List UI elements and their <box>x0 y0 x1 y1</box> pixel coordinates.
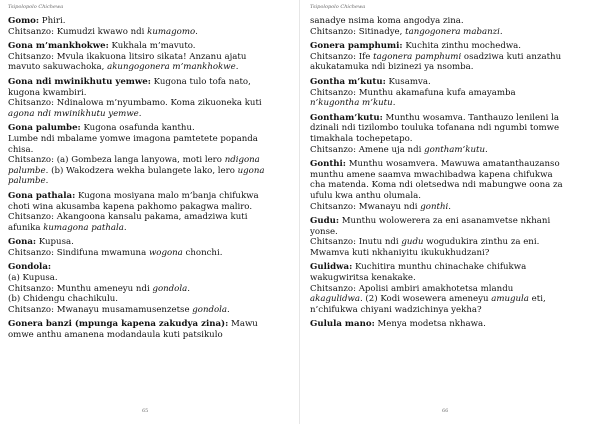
entry-text: Chitsanzo: Inutu ndi <box>310 237 402 248</box>
entry-line <box>8 248 292 259</box>
example-emphasis: tagonera pamphumi <box>373 51 462 62</box>
entry-headline <box>310 41 592 52</box>
entry-term: Gonera banzi (mpunga kapena zakudya zina): <box>8 319 229 330</box>
entry-text: omwe anthu amanena modandaula kuti patsikulo <box>8 330 223 341</box>
entry-line <box>310 227 592 238</box>
entry-line <box>310 284 592 295</box>
right-page <box>300 0 600 424</box>
entry-definition: Munthu wolowerera za eni asanamvetse nkhani <box>339 216 551 227</box>
entry-definition: Munthu wosamvera. Mawuwa amatanthauzanso <box>345 159 560 170</box>
entry-text: Chitsanzo: Ndinalowa m’nyumbamo. Koma zikuoneka kuti <box>8 98 262 109</box>
entry-text: (a) Kupusa. <box>8 273 58 284</box>
entry-line <box>310 170 592 181</box>
entry-line <box>8 166 292 177</box>
entry-text: mavuto sakuwachoka, <box>8 62 108 73</box>
entry-text: kugona kwambiri. <box>8 87 87 98</box>
entry-text: chonchi. <box>182 247 223 258</box>
entry-text: . (b) Wakodzera wekha bulangete lako, lero <box>45 165 238 176</box>
entry-text: Chitsanzo: Akangoona kansalu pakama, amadziwa kuti <box>8 212 248 223</box>
example-emphasis: akungogonera m’mankhokwe <box>107 62 236 73</box>
entry-line <box>8 176 292 187</box>
entry-text: wakugwiritsa kenakake. <box>310 273 416 284</box>
entry-text: Chitsanzo: Sindifuna mwamuna <box>8 247 149 258</box>
dictionary-entry <box>8 262 292 315</box>
example-emphasis: kumagomo <box>147 26 196 37</box>
dictionary-entry <box>310 41 592 73</box>
dictionary-entries <box>8 16 292 341</box>
entry-text: (b) Chidengu chachikulu. <box>8 294 119 305</box>
entry-line <box>310 202 592 213</box>
dictionary-entry <box>310 159 592 212</box>
entry-line <box>8 88 292 99</box>
entry-text: timakhala tochepetapo. <box>310 133 413 144</box>
dictionary-entry <box>310 262 592 315</box>
entry-text: . <box>235 62 239 73</box>
entry-headline <box>310 159 592 170</box>
example-emphasis: gonthi <box>420 201 449 212</box>
entry-line <box>8 284 292 295</box>
example-emphasis: gondola <box>192 304 228 315</box>
entry-text: . <box>195 26 198 37</box>
entry-headline <box>310 262 592 273</box>
entry-term: Gulidwa: <box>310 262 353 273</box>
entry-text: Chitsanzo: Munthu ameneyu ndi <box>8 283 153 294</box>
entry-line <box>8 134 292 145</box>
example-emphasis: agona ndi mwinikhutu yemwe. <box>8 108 142 119</box>
dictionary-entry <box>310 319 592 330</box>
entry-line <box>8 330 292 341</box>
entry-text: . <box>187 283 190 294</box>
entry-definition: Kukhala m’mavuto. <box>108 41 196 52</box>
example-emphasis: kumagona pathala <box>43 222 124 233</box>
entry-headline <box>8 319 292 330</box>
entry-line <box>8 212 292 223</box>
dictionary-entry <box>8 191 292 233</box>
entry-text: sanadye nsima koma angodya zina. <box>310 16 464 26</box>
entry-headline <box>8 262 292 273</box>
entry-text: Chitsanzo: Amene uja ndi <box>310 144 425 155</box>
entry-line <box>8 155 292 166</box>
entry-line <box>310 273 592 284</box>
entry-headline <box>8 123 292 134</box>
entry-line <box>310 294 592 305</box>
entry-line <box>310 191 592 202</box>
entry-line <box>310 180 592 191</box>
entry-text: n’chifukwa chiyani wadzichinya yekha? <box>310 304 482 315</box>
entry-line <box>310 305 592 316</box>
dictionary-entry <box>310 16 592 37</box>
dictionary-entry <box>8 16 292 37</box>
entry-text: Chitsanzo: Ife <box>310 51 374 62</box>
example-emphasis: palumbe <box>8 165 46 176</box>
entry-line <box>8 109 292 120</box>
entry-definition: Kuchitira munthu chinachake chifukwa <box>352 262 527 273</box>
entry-headline <box>8 237 292 248</box>
entry-definition: Kuchita zinthu mochedwa. <box>402 41 522 52</box>
example-emphasis: gontham’kutu <box>424 144 486 155</box>
entry-text: eti, <box>528 294 546 305</box>
entry-term: Gona ndi mwinikhutu yemwe: <box>8 76 151 87</box>
dictionary-entries <box>310 16 592 330</box>
dictionary-entry <box>8 77 292 119</box>
dictionary-entry <box>8 123 292 187</box>
entry-headline <box>8 191 292 202</box>
example-emphasis: ndigona <box>224 155 260 166</box>
entry-text: Mwamva kuti nkhaniyitu ikukukhudzani? <box>310 247 490 258</box>
entry-line <box>8 62 292 73</box>
entry-headline <box>310 216 592 227</box>
entry-headline <box>8 16 292 27</box>
example-emphasis: palumbe. <box>8 176 49 187</box>
entry-text: choti wina akusamba kapena pakhomo pakagwa maliro. <box>8 201 253 212</box>
entry-headline <box>310 113 592 124</box>
entry-definition: Munthu wosamva. Tanthauzo lenileni la <box>382 112 559 123</box>
entry-term: Gonthi: <box>310 159 346 170</box>
entry-text: Chitsanzo: Mwanayu ndi <box>310 201 421 212</box>
running-header: Tsipolopolo Chichewa <box>8 4 64 10</box>
dictionary-entry <box>310 77 592 109</box>
page-number: 66 <box>442 408 449 414</box>
entry-headline <box>310 77 592 88</box>
entry-line <box>8 223 292 234</box>
example-emphasis: gondola <box>152 283 188 294</box>
entry-text: . <box>123 222 127 233</box>
entry-line <box>8 98 292 109</box>
entry-term: Gondola: <box>8 262 52 273</box>
example-emphasis: gudu <box>401 237 424 248</box>
entry-headline <box>8 41 292 52</box>
entry-line <box>310 16 592 27</box>
entry-text: . <box>392 98 396 109</box>
entry-text: . <box>485 144 488 155</box>
entry-term: Gulula mano: <box>310 319 375 330</box>
example-emphasis: amugula <box>491 294 529 305</box>
entry-text: Chitsanzo: (a) Gombeza langa lanyowa, moti lero <box>8 155 225 166</box>
entry-term: Gona m’mankhokwe: <box>8 41 109 52</box>
dictionary-entry <box>8 41 292 73</box>
entry-line <box>8 27 292 38</box>
entry-text: afunika <box>8 222 44 233</box>
dictionary-entry <box>310 113 592 155</box>
entry-definition: Kupusa. <box>36 237 74 248</box>
entry-line <box>310 98 592 109</box>
example-emphasis: wogona <box>148 247 183 258</box>
page-number: 65 <box>142 408 149 414</box>
entry-line <box>310 248 592 259</box>
entry-text: Chitsanzo: Kumudzi kwawo ndi <box>8 26 148 37</box>
entry-definition: Kusamva. <box>385 76 431 87</box>
entry-headline <box>8 77 292 88</box>
entry-text: osadziwa kuti anzathu <box>461 51 562 62</box>
entry-text: Chitsanzo: Apolisi ambiri amakhotetsa mlandu <box>310 283 514 294</box>
entry-text: yonse. <box>310 226 338 237</box>
entry-term: Gona pathala: <box>8 190 76 201</box>
entry-headline <box>310 319 592 330</box>
entry-definition: Menya modetsa nkhawa. <box>374 319 486 330</box>
entry-line <box>8 145 292 156</box>
entry-text: akukatamuka ndi bizinezi ya nsomba. <box>310 62 474 73</box>
entry-term: Gontha m’kutu: <box>310 76 386 87</box>
example-emphasis: n’kugontha m’kutu <box>310 98 393 109</box>
entry-line <box>310 134 592 145</box>
entry-term: Gontham’kutu: <box>310 112 383 123</box>
entry-text: Chitsanzo: Mvula ikakuona litsiro sikata! Anzanu ajatu <box>8 51 247 62</box>
entry-text: ufulu kwa anthu olumala. <box>310 190 421 201</box>
entry-text: chisa. <box>8 144 34 155</box>
entry-line <box>8 294 292 305</box>
dictionary-entry <box>8 237 292 258</box>
entry-definition: Phiri. <box>39 16 66 26</box>
entry-text: Lumbe ndi mbalame yomwe imagona pamtetete popanda <box>8 133 258 144</box>
entry-term: Gomo: <box>8 16 40 26</box>
dictionary-entry <box>8 319 292 340</box>
entry-line <box>8 305 292 316</box>
entry-term: Gona: <box>8 237 37 248</box>
example-emphasis: akagulidwa <box>310 294 360 305</box>
entry-line <box>310 237 592 248</box>
entry-text: cha matenda. Koma ndi oletsedwa ndi mabungwe oona za <box>310 180 563 191</box>
entry-definition: Kugona osafunda kanthu. <box>80 123 195 134</box>
entry-text: dzinali ndi tizilombo touluka tofanana ndi ngumbi tomwe <box>310 123 560 134</box>
entry-text: Chitsanzo: Sitinadye, <box>310 26 406 37</box>
entry-term: Gudu: <box>310 216 340 227</box>
entry-line <box>310 27 592 38</box>
entry-text: . (2) Kodi wosewera ameneyu <box>359 294 492 305</box>
entry-line <box>310 88 592 99</box>
entry-line <box>310 145 592 156</box>
entry-text: . <box>448 201 451 212</box>
entry-text: Chitsanzo: Mwanayu musamamusenzetse <box>8 304 193 315</box>
entry-text: wogudukira zinthu za eni. <box>423 237 540 248</box>
entry-definition: Kugona tulo tofa nato, <box>150 76 251 87</box>
entry-definition: Kugona mosiyana malo m’banja chifukwa <box>75 190 259 201</box>
entry-text: . <box>499 26 503 37</box>
entry-text: Chitsanzo: Munthu akamafuna kufa amayamba <box>310 87 516 98</box>
example-emphasis: ugona <box>237 165 265 176</box>
entry-definition: Mawu <box>228 319 258 330</box>
entry-line <box>8 202 292 213</box>
entry-text: . <box>227 304 230 315</box>
entry-line <box>310 123 592 134</box>
entry-term: Gona palumbe: <box>8 123 81 134</box>
dictionary-entry <box>310 216 592 258</box>
entry-line <box>310 62 592 73</box>
running-header: Tsipolopolo Chichewa <box>310 4 366 10</box>
entry-text: munthu amene saamva mwachibadwa kapena chifukwa <box>310 169 553 180</box>
entry-line <box>8 273 292 284</box>
entry-line <box>8 52 292 63</box>
entry-line <box>310 52 592 63</box>
example-emphasis: tangogonera mabanzi <box>405 26 500 37</box>
entry-term: Gonera pamphumi: <box>310 41 403 52</box>
